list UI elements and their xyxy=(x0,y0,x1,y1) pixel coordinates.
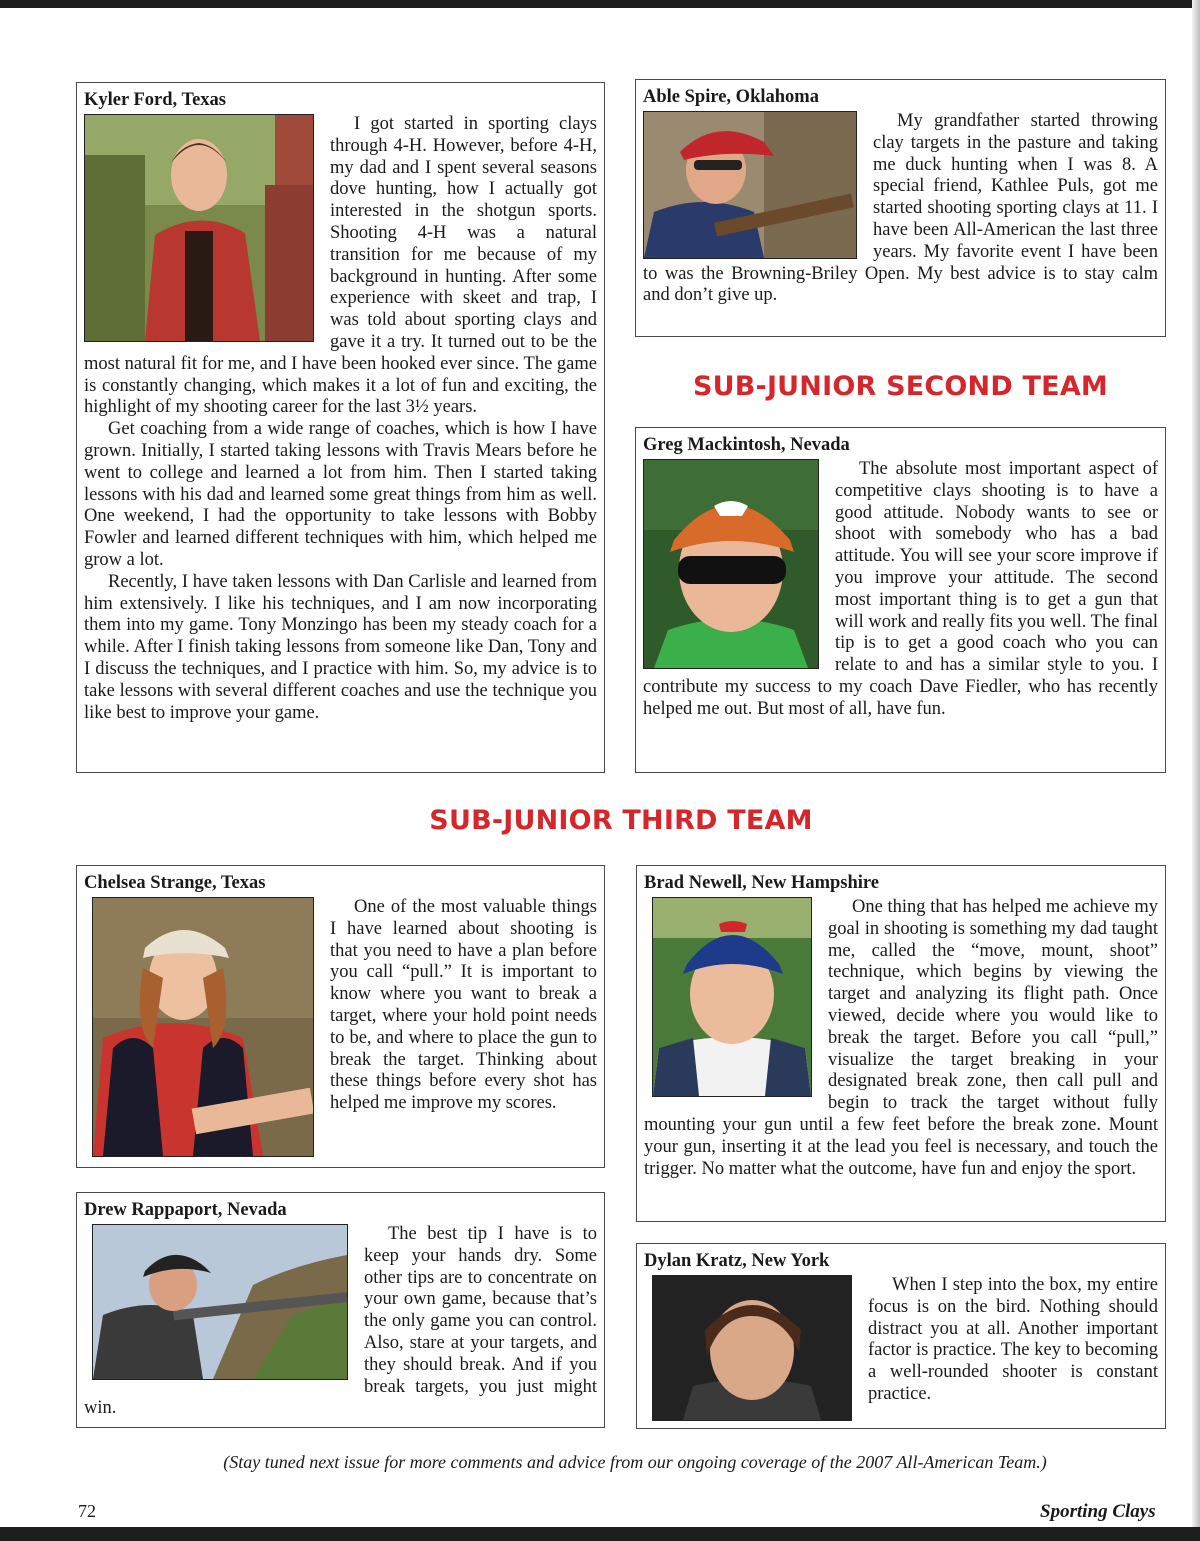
drew-paragraph-1: The best tip I have is to keep your hands dry. Some other tips are to concentrate on your own game, because that’s the only game you can control. Also, stare at your targets, and they should break. And if you break targets, you just might win. xyxy=(84,1224,597,1419)
top-border-bar xyxy=(0,0,1200,8)
footer-note: (Stay tuned next issue for more comments and advice from our ongoing coverage of the 2007 All-American Team.) xyxy=(223,1452,1047,1472)
dylan-paragraph-1: When I step into the box, my entire focus is on the bird. Nothing should distract you at all. Another important factor is practice. The key to becoming a well-rounded shooter is constant practice. xyxy=(868,1275,1158,1404)
greg-paragraph-1: The absolute most important aspect of competitive clays shooting is to have a good attitude. Nobody wants to see or shoot with somebody who has a bad attitude. You will see your score improve if you improve your attitude. The second most important thing is to get a gun that will work and really fits you well. The final tip is to get a good coach who you can relate to and has a similar style to you. I contribute my success to my coach Dave Fiedler, who has recently helped me out. But most of all, have fun. xyxy=(643,459,1158,719)
section-title-third-team: SUB-JUNIOR THIRD TEAM xyxy=(429,805,813,836)
page-edge-shadow xyxy=(1192,0,1200,1541)
profile-able-spire xyxy=(635,79,1166,337)
brad-photo xyxy=(652,897,812,1097)
profile-drew-rappaport xyxy=(76,1192,605,1428)
able-photo xyxy=(643,111,857,259)
greg-photo xyxy=(643,459,819,669)
profile-name: Kyler Ford, Texas xyxy=(84,90,227,110)
profile-dylan-kratz xyxy=(636,1243,1166,1429)
profile-name: Greg Mackintosh, Nevada xyxy=(643,435,850,455)
profile-name: Able Spire, Oklahoma xyxy=(643,87,819,107)
profile-greg-mackintosh xyxy=(635,427,1166,773)
profile-brad-newell xyxy=(636,865,1166,1222)
kyler-paragraph-3: Recently, I have taken lessons with Dan Carlisle and learned from him extensively. I like his techniques, and I am now incorporating them into my game. Tony Monzingo has been my steady coach for a while. After I finish taking lessons from someone like Dan, Tony and I discuss the techniques, and I practice with him. So, my advice is to take lessons with several different coaches and use the technique you like best to improve your game. xyxy=(84,571,597,723)
bottom-border-bar xyxy=(0,1527,1200,1541)
magazine-name: Sporting Clays xyxy=(1040,1501,1156,1522)
chelsea-paragraph-1: One of the most valuable things I have learned about shooting is that you need to have a plan before you call “pull.” It is important to know where you want to break a target, where your hold point needs to be, and where to place the gun to break the target. Thinking about these things before every shot has helped me improve my scores. xyxy=(330,897,597,1114)
profile-chelsea-strange xyxy=(76,865,605,1168)
kyler-paragraph-2: Get coaching from a wide range of coaches, which is how I have grown. Initially, I started taking lessons with Travis Mears before he went to college and learned a lot from him. Then I started taking lessons with his dad and learned some great things from him as well. One weekend, I had the opportunity to take lessons with Bobby Fowler and learned different techniques with him, which helped me grow a lot. xyxy=(84,419,597,570)
drew-photo xyxy=(92,1224,348,1380)
dylan-photo xyxy=(652,1275,852,1421)
able-paragraph-1: My grandfather started throwing clay targets in the pasture and taking me duck hunting when I was 8. A special friend, Kathlee Puls, got me started shooting sporting clays at 11. I have been All-American the last three years. My favorite event I have been to was the Browning-Briley Open. My best advice is to stay calm and don’t give up. xyxy=(643,111,1158,306)
kyler-paragraph-1: I got started in sporting clays through 4-H. However, before 4-H, my dad and I spent several seasons dove hunting, how I actually got interested in the shotgun sports. Shooting 4-H was a natural transition for me because of my background in hunting. After some experience with skeet and trap, I was told about sporting clays and gave it a try. It turned out to be the most natural fit for me, and I have been hooked ever since. The game is constantly changing, which makes it a lot of fun and exciting, the highlight of my shooting career for the last 3½ years. xyxy=(84,114,597,418)
profile-kyler-ford xyxy=(76,82,605,773)
kyler-photo xyxy=(84,114,314,342)
profile-name: Brad Newell, New Hampshire xyxy=(644,873,879,893)
brad-paragraph-1: One thing that has helped me achieve my goal in shooting is something my dad taught me, called the “move, mount, shoot” technique, which begins by viewing the target and analyzing its flight path. Once viewed, decide where you would like to break the target. Before you call “pull,” visualize the target breaking in your designated break zone, then call pull and begin to track the target without fully mounting your gun until a few feet before the break zone. Mount your gun, inserting it at the lead you feel is necessary, and touch the trigger. No matter what the outcome, have fun and enjoy the sport. xyxy=(644,897,1158,1179)
section-title-second-team: SUB-JUNIOR SECOND TEAM xyxy=(692,371,1108,402)
chelsea-photo xyxy=(92,897,314,1157)
profile-name: Dylan Kratz, New York xyxy=(644,1251,830,1271)
profile-name: Chelsea Strange, Texas xyxy=(84,873,266,893)
page-number: 72 xyxy=(78,1501,96,1521)
profile-name: Drew Rappaport, Nevada xyxy=(84,1200,287,1220)
